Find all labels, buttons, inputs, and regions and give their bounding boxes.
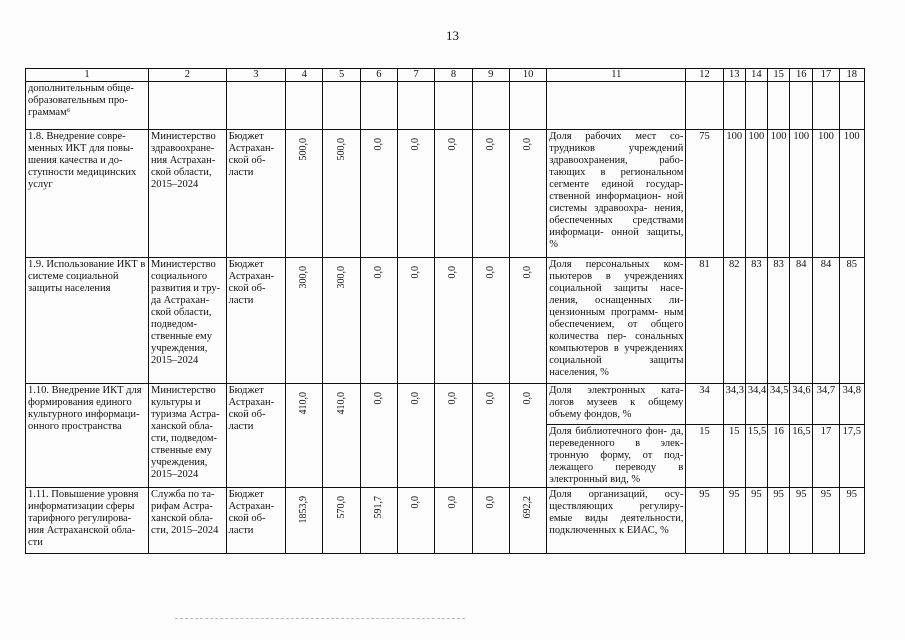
funding-value: 0,0 xyxy=(522,138,534,151)
executor-cell: Министерство здравоохране- ния Астрахан- ской области, 2015–2024 xyxy=(149,130,227,258)
funding-total-cell xyxy=(286,130,323,258)
funding-value: 0,0 xyxy=(372,138,384,151)
funding-year-cell xyxy=(435,384,472,488)
funding-year-cell xyxy=(360,258,397,384)
funding-year-cell xyxy=(360,488,397,554)
empty-cell xyxy=(398,82,435,130)
table-row-1-8 xyxy=(26,130,865,258)
funding-value: 500,0 xyxy=(335,138,347,161)
column-number: 2 xyxy=(149,69,227,82)
funding-year-cell xyxy=(360,130,397,258)
target-value-cell: 95 xyxy=(745,488,767,554)
funding-total-cell xyxy=(286,258,323,384)
funding-year-cell xyxy=(398,488,435,554)
funding-year-cell xyxy=(398,384,435,488)
task-cell: 1.11. Повышение уровня информатизации сферы тарифного регулирова- ния Астраханской обла- сти xyxy=(26,488,149,554)
funding-source-cell: Бюджет Астрахан- ской об- ласти xyxy=(226,130,285,258)
funding-year-cell xyxy=(435,258,472,384)
column-number: 12 xyxy=(686,69,723,82)
task-cell: 1.8. Внедрение совре- менных ИКТ для повы- шения качества и до- ступности медицинских услуг xyxy=(26,130,149,258)
funding-value: 0,0 xyxy=(410,496,422,509)
funding-value: 1853,9 xyxy=(298,496,310,524)
target-value-cell: 100 xyxy=(768,130,790,258)
executor-cell: Служба по та- рифам Астра- ханской обла- сти, 2015–2024 xyxy=(149,488,227,554)
funding-value: 591,7 xyxy=(372,496,384,519)
task-cell: 1.9. Использование ИКТ в системе социальной защиты населения xyxy=(26,258,149,384)
funding-year-cell xyxy=(323,384,360,488)
column-number: 14 xyxy=(745,69,767,82)
empty-cell xyxy=(686,82,723,130)
target-value-cell: 17,5 xyxy=(839,425,864,488)
target-value-cell: 34 xyxy=(686,384,723,425)
empty-cell xyxy=(790,82,813,130)
empty-cell xyxy=(435,82,472,130)
funding-year-cell xyxy=(472,384,509,488)
target-value-cell: 100 xyxy=(723,130,745,258)
funding-value: 300,0 xyxy=(335,266,347,289)
target-value-cell: 100 xyxy=(790,130,813,258)
empty-cell xyxy=(723,82,745,130)
target-value-cell: 95 xyxy=(686,488,723,554)
target-value-cell: 83 xyxy=(745,258,767,384)
column-number: 13 xyxy=(723,69,745,82)
empty-cell xyxy=(745,82,767,130)
target-value-cell: 95 xyxy=(723,488,745,554)
funding-value: 0,0 xyxy=(447,138,459,151)
funding-value: 0,0 xyxy=(410,266,422,279)
target-value-cell: 34,4 xyxy=(745,384,767,425)
funding-year-cell xyxy=(472,258,509,384)
funding-value: 0,0 xyxy=(372,392,384,405)
funding-year-cell xyxy=(435,130,472,258)
column-number-row xyxy=(26,69,865,82)
funding-value: 0,0 xyxy=(410,392,422,405)
indicator-cell: Доля организаций, осу- ществляющих регулиру- емые виды деятельности, подключенных к ЕИАС, % xyxy=(547,488,686,554)
column-number: 6 xyxy=(360,69,397,82)
column-number: 3 xyxy=(226,69,285,82)
empty-cell xyxy=(360,82,397,130)
empty-cell xyxy=(323,82,360,130)
funding-year-cell xyxy=(509,488,546,554)
empty-cell xyxy=(839,82,864,130)
target-value-cell: 95 xyxy=(813,488,839,554)
column-number: 1 xyxy=(26,69,149,82)
funding-year-cell xyxy=(435,488,472,554)
funding-value: 0,0 xyxy=(410,138,422,151)
funding-total-cell xyxy=(286,488,323,554)
target-value-cell: 16,5 xyxy=(790,425,813,488)
funding-value: 300,0 xyxy=(298,266,310,289)
target-value-cell: 15 xyxy=(686,425,723,488)
target-value-cell: 17 xyxy=(813,425,839,488)
funding-value: 570,0 xyxy=(335,496,347,519)
target-value-cell: 34,7 xyxy=(813,384,839,425)
task-cell: дополнительным обще- образовательным про- граммам⁶ xyxy=(26,82,149,130)
funding-year-cell xyxy=(472,130,509,258)
footer-divider xyxy=(175,618,465,619)
target-value-cell: 34,3 xyxy=(723,384,745,425)
target-value-cell: 83 xyxy=(768,258,790,384)
target-value-cell: 34,8 xyxy=(839,384,864,425)
empty-cell xyxy=(768,82,790,130)
column-number: 17 xyxy=(813,69,839,82)
target-value-cell: 95 xyxy=(768,488,790,554)
target-value-cell: 81 xyxy=(686,258,723,384)
funding-value: 0,0 xyxy=(447,392,459,405)
funding-value: 0,0 xyxy=(484,392,496,405)
empty-cell xyxy=(286,82,323,130)
funding-year-cell xyxy=(472,488,509,554)
executor-cell: Министерство социального развития и тру- да Астрахан- ской области, подведом- ственные ему учреждения, 2015–2024 xyxy=(149,258,227,384)
funding-value: 0,0 xyxy=(484,138,496,151)
target-value-cell: 34,6 xyxy=(790,384,813,425)
funding-source-cell: Бюджет Астрахан- ской об- ласти xyxy=(226,384,285,488)
funding-total-cell xyxy=(286,384,323,488)
target-value-cell: 84 xyxy=(790,258,813,384)
executor-cell: Министерство культуры и туризма Астра- ханской обла- сти, подведом- ственные ему учреждения, 2015–2024 xyxy=(149,384,227,488)
column-number: 7 xyxy=(398,69,435,82)
funding-year-cell xyxy=(398,258,435,384)
funding-value: 500,0 xyxy=(298,138,310,161)
target-value-cell: 100 xyxy=(813,130,839,258)
funding-value: 410,0 xyxy=(298,392,310,415)
page-number: 13 xyxy=(446,28,459,43)
funding-year-cell xyxy=(323,258,360,384)
funding-year-cell xyxy=(398,130,435,258)
funding-value: 692,2 xyxy=(522,496,534,519)
indicator-cell: Доля электронных ката- логов музеев к общему объему фондов, % xyxy=(547,384,686,425)
target-value-cell: 15,5 xyxy=(745,425,767,488)
empty-cell xyxy=(509,82,546,130)
funding-value: 410,0 xyxy=(335,392,347,415)
empty-cell xyxy=(149,82,227,130)
column-number: 11 xyxy=(547,69,686,82)
funding-value: 0,0 xyxy=(484,266,496,279)
target-value-cell: 95 xyxy=(839,488,864,554)
target-value-cell: 16 xyxy=(768,425,790,488)
table-row-1-9 xyxy=(26,258,865,384)
funding-source-cell: Бюджет Астрахан- ской об- ласти xyxy=(226,488,285,554)
funding-value: 0,0 xyxy=(447,266,459,279)
funding-value: 0,0 xyxy=(447,496,459,509)
funding-year-cell xyxy=(360,384,397,488)
target-value-cell: 100 xyxy=(745,130,767,258)
column-number: 18 xyxy=(839,69,864,82)
funding-year-cell xyxy=(509,384,546,488)
funding-year-cell xyxy=(509,130,546,258)
funding-year-cell xyxy=(323,130,360,258)
target-value-cell: 100 xyxy=(839,130,864,258)
column-number: 16 xyxy=(790,69,813,82)
funding-value: 0,0 xyxy=(522,392,534,405)
empty-cell xyxy=(472,82,509,130)
indicator-cell: Доля персональных ком- пьютеров в учреждениях социальной защиты насе- ления, оснащенных ли- цензионным программ- ным обеспечением, от общего количества пер- сональных компьютеров в учреждениях социальной защиты населения, % xyxy=(547,258,686,384)
funding-value: 0,0 xyxy=(522,266,534,279)
target-value-cell: 75 xyxy=(686,130,723,258)
column-number: 9 xyxy=(472,69,509,82)
target-value-cell: 85 xyxy=(839,258,864,384)
task-cell: 1.10. Внедрение ИКТ для формирования единого культурного информаци- онного пространства xyxy=(26,384,149,488)
indicator-cell: Доля рабочих мест со- трудников учреждений здравоохранения, рабо- тающих в региональном сегменте единой государ- ственной информацион- ной системы здравоохра- нения, обеспеченных средствами информаци- онной защиты, % xyxy=(547,130,686,258)
column-number: 15 xyxy=(768,69,790,82)
indicator-cell: Доля библиотечного фон- да, переведенного в элек- тронную форму, от под- лежащего переводу в электронный вид, % xyxy=(547,425,686,488)
funding-year-cell xyxy=(323,488,360,554)
table-row-continuation xyxy=(26,82,865,130)
column-number: 4 xyxy=(286,69,323,82)
target-value-cell: 15 xyxy=(723,425,745,488)
column-number: 5 xyxy=(323,69,360,82)
column-number: 8 xyxy=(435,69,472,82)
funding-value: 0,0 xyxy=(484,496,496,509)
target-value-cell: 84 xyxy=(813,258,839,384)
target-value-cell: 34,5 xyxy=(768,384,790,425)
target-value-cell: 82 xyxy=(723,258,745,384)
funding-year-cell xyxy=(509,258,546,384)
target-value-cell: 95 xyxy=(790,488,813,554)
column-number: 10 xyxy=(509,69,546,82)
funding-source-cell: Бюджет Астрахан- ской об- ласти xyxy=(226,258,285,384)
table-row-1-10 xyxy=(26,384,865,425)
program-table xyxy=(25,68,865,554)
empty-cell xyxy=(226,82,285,130)
table-row-1-11 xyxy=(26,488,865,554)
empty-cell xyxy=(547,82,686,130)
empty-cell xyxy=(813,82,839,130)
funding-value: 0,0 xyxy=(372,266,384,279)
